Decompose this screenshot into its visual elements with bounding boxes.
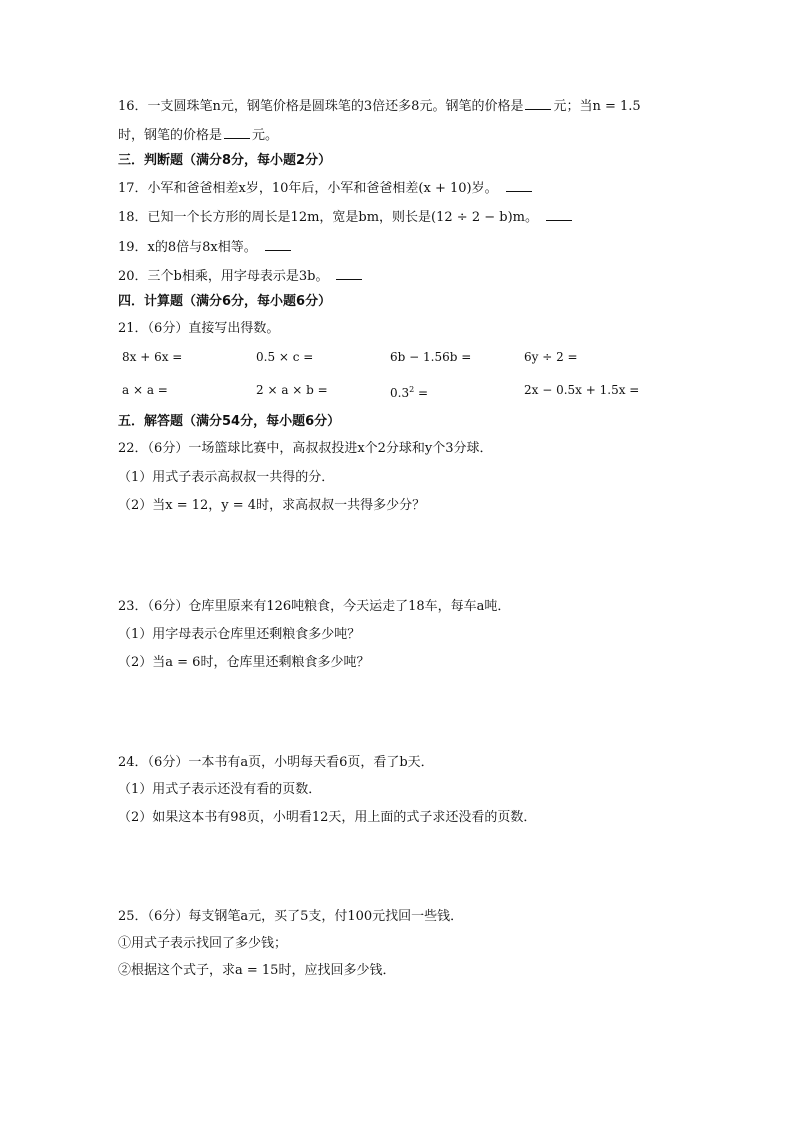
section-5-heading: 五．解答题（满分54分，每小题6分） <box>118 414 341 429</box>
question-20 <box>118 267 364 286</box>
calc-item: 0.5 × c = <box>256 350 314 364</box>
section-3-heading: 三．判断题（满分8分，每小题2分） <box>118 153 332 168</box>
question-24: 24．（6分）一本书有a页，小明每天看6页，看了b天． <box>118 755 434 770</box>
question-21: 21．（6分）直接写出得数。 <box>118 321 280 336</box>
question-18 <box>118 208 574 227</box>
question-19-text: 19．x的8倍与8x相等。 <box>118 240 257 255</box>
calc-item: 2 × a × b = <box>256 383 328 397</box>
question-20-text: 20．三个b相乘，用字母表示是3b。 <box>118 269 329 284</box>
question-16-line-1 <box>118 97 641 116</box>
question-22: 22．（6分）一场篮球比赛中，高叔叔投进x个2分球和y个3分球． <box>118 441 493 456</box>
calc-item-power: $0.3^2$ = <box>390 385 429 400</box>
question-16-text-2: 时，钢笔的价格是 <box>118 128 223 143</box>
calc-item: 8x + 6x = <box>122 350 183 364</box>
answer-blank[interactable] <box>224 126 250 139</box>
question-16-text-2-tail: 元。 <box>252 128 279 143</box>
question-25: 25．（6分）每支钢笔a元，买了5支，付100元找回一些钱． <box>118 909 464 924</box>
question-24-part-1: （1）用式子表示还没有看的页数． <box>118 782 322 797</box>
section-4-heading: 四．计算题（满分6分，每小题6分） <box>118 294 332 309</box>
question-25-part-2: ②根据这个式子，求a = 15时，应找回多少钱． <box>118 963 396 978</box>
question-22-part-1: （1）用式子表示高叔叔一共得的分． <box>118 470 335 485</box>
question-16-text-tail: 元；当n = 1.5 <box>553 99 641 114</box>
answer-blank[interactable] <box>506 179 532 192</box>
question-19 <box>118 238 293 257</box>
question-16-line-2 <box>118 126 278 145</box>
question-23-part-2: （2）当a = 6时，仓库里还剩粮食多少吨？ <box>118 655 370 670</box>
question-24-part-2: （2）如果这本书有98页，小明看12天，用上面的式子求还没看的页数． <box>118 810 537 825</box>
calc-item: 6b − 1.56b = <box>390 350 472 364</box>
calc-item: 2x − 0.5x + 1.5x = <box>524 383 640 397</box>
question-23: 23．（6分）仓库里原来有126吨粮食，今天运走了18车，每车a吨． <box>118 599 511 614</box>
question-18-text: 18．已知一个长方形的周长是12m，宽是bm，则长是(12 ÷ 2 − b)m。 <box>118 210 538 225</box>
answer-blank[interactable] <box>525 97 551 110</box>
question-17 <box>118 179 534 198</box>
question-22-part-2: （2）当x = 12，y = 4时，求高叔叔一共得多少分？ <box>118 498 426 513</box>
question-17-text: 17．小军和爸爸相差x岁，10年后，小军和爸爸相差(x + 10)岁。 <box>118 181 498 196</box>
calc-item: a × a = <box>122 383 168 397</box>
calc-item: 6y ÷ 2 = <box>524 350 578 364</box>
question-25-part-1: ①用式子表示找回了多少钱； <box>118 936 288 951</box>
answer-blank[interactable] <box>265 238 291 251</box>
answer-blank[interactable] <box>336 267 362 280</box>
question-16-text: 16．一支圆珠笔n元，钢笔价格是圆珠笔的3倍还多8元。钢笔的价格是 <box>118 99 524 114</box>
answer-blank[interactable] <box>546 208 572 221</box>
question-23-part-1: （1）用字母表示仓库里还剩粮食多少吨？ <box>118 627 361 642</box>
